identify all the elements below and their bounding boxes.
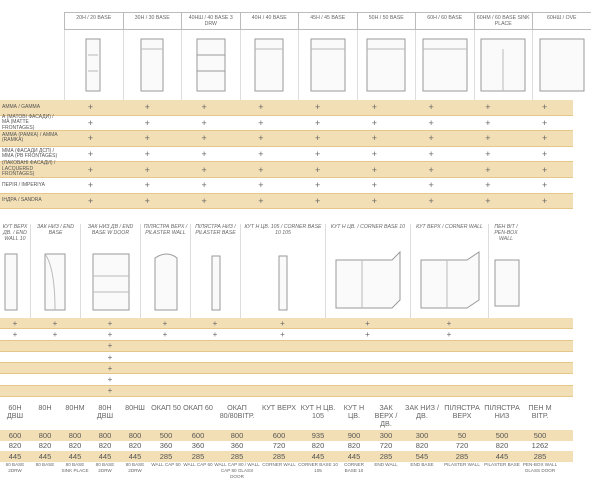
table-cell: 500 xyxy=(159,430,173,440)
table-cell: 445 xyxy=(98,451,112,461)
table-cell: + xyxy=(542,117,548,128)
table-cell: + xyxy=(485,133,491,144)
table-cell: 935 xyxy=(311,430,325,440)
table-cell: 50 xyxy=(457,430,467,440)
table-cell: 500 xyxy=(533,430,547,440)
table-cell: 285 xyxy=(159,451,173,461)
cabinet-drawing xyxy=(488,244,523,318)
table-cell: + xyxy=(87,195,94,206)
table-cell: 820 xyxy=(495,441,509,451)
table-cell: 820 xyxy=(415,441,429,451)
header-cell: ЗАК ВЕРХ / ДВ. xyxy=(374,403,398,428)
table-cell: + xyxy=(144,102,150,113)
table-cell: + xyxy=(542,180,548,191)
header-cell: КУТ Н ЦВ. xyxy=(343,403,365,420)
table-cell: + xyxy=(201,149,207,160)
table-cell: 900 xyxy=(347,430,361,440)
footer-cell: WALL CAP 50 xyxy=(151,462,181,467)
bottom-table-footer xyxy=(0,462,573,487)
table-cell: + xyxy=(428,195,434,206)
table-cell: + xyxy=(258,117,264,128)
table-row xyxy=(0,318,573,329)
table-cell: + xyxy=(201,117,207,128)
table-cell: + xyxy=(201,164,207,175)
header-cell: 80Н ДВШ xyxy=(96,403,114,420)
table-cell: + xyxy=(371,102,377,113)
cabinet-drawing xyxy=(357,30,416,100)
cabinet-drawing xyxy=(140,244,190,318)
table-cell: + xyxy=(87,180,94,191)
table-cell: 800 xyxy=(98,430,112,440)
cabinet-drawing xyxy=(474,30,533,100)
table-cell: + xyxy=(314,195,321,206)
table-cell: 720 xyxy=(379,441,393,451)
table-cell: 820 xyxy=(347,441,361,451)
footer-cell: PEN-BOX WALL GLASS DOOR xyxy=(522,462,558,473)
footer-cell: PILASTER BASE xyxy=(484,462,520,467)
table-cell: + xyxy=(485,117,491,128)
table-row xyxy=(0,430,573,441)
table-cell: + xyxy=(144,133,150,144)
table-cell: 820 xyxy=(68,441,82,451)
table-cell: + xyxy=(162,318,168,328)
table-cell: + xyxy=(485,102,491,113)
cabinet-drawing xyxy=(190,244,240,318)
table-cell: + xyxy=(280,318,285,328)
footer-cell: CORNER BASE 10 105 xyxy=(298,462,338,473)
footer-cell xyxy=(558,462,573,487)
table-cell: 800 xyxy=(128,430,142,440)
table-cell: + xyxy=(280,329,285,339)
footer-cell: 60 BASE 2DRW xyxy=(5,462,25,473)
table-cell: + xyxy=(107,329,113,339)
cabinet-drawing xyxy=(410,244,488,318)
table-cell: 820 xyxy=(8,441,22,451)
table-cell: + xyxy=(144,180,150,191)
bottom-table-header xyxy=(0,404,573,430)
table-cell: + xyxy=(371,133,377,144)
table-cell: 360 xyxy=(159,441,173,451)
cabinet-drawing xyxy=(298,30,357,100)
table-cell: + xyxy=(212,329,218,339)
table-cell: 720 xyxy=(272,441,286,451)
header-cell: КУТ ВЕРХ ДВ. / END WALL 10 xyxy=(2,224,28,242)
header-cell: ПІЛЯСТРА ВЕРХ / PILASTER WALL xyxy=(140,224,190,244)
table-cell: + xyxy=(87,117,94,128)
table-cell: + xyxy=(52,318,58,328)
header-cell: КУТ ВЕРХ / CORNER WALL xyxy=(410,224,488,244)
table-cell: + xyxy=(52,329,58,339)
cabinet-drawing xyxy=(123,30,182,100)
table-cell: + xyxy=(144,195,150,206)
table-cell: + xyxy=(258,164,264,175)
table-row xyxy=(0,131,573,147)
table-row xyxy=(0,162,573,178)
table-cell: + xyxy=(314,133,321,144)
cabinet-drawing xyxy=(532,30,591,100)
footer-cell: 80 BASE 2DRW xyxy=(95,462,115,473)
table-cell: + xyxy=(258,133,264,144)
cabinet-drawing xyxy=(181,30,240,100)
table-row xyxy=(0,194,573,210)
row-label: ІНДРА / SANDRA xyxy=(2,197,42,204)
header-cell: 50Н / 50 BASE xyxy=(357,12,416,30)
table-cell: + xyxy=(446,329,452,339)
cabinet-drawing xyxy=(0,244,30,318)
table-row xyxy=(0,100,573,116)
table-cell: + xyxy=(428,180,434,191)
table-cell: + xyxy=(542,102,548,113)
table-cell: 820 xyxy=(128,441,142,451)
table-cell: + xyxy=(201,180,207,191)
table-cell: + xyxy=(107,363,113,373)
table-cell: 445 xyxy=(128,451,142,461)
header-cell: 80НШ xyxy=(125,403,145,412)
table-row xyxy=(0,374,573,385)
cabinet-drawing xyxy=(80,244,140,318)
table-cell: 285 xyxy=(230,451,244,461)
table-cell: + xyxy=(371,180,377,191)
table-cell: 360 xyxy=(230,441,244,451)
footer-cell: CORNER BASE 10 xyxy=(344,462,364,473)
header-cell: ПІЛЯСТРА НИЗ xyxy=(484,403,520,420)
footer-cell: 80 BASE 2DRW xyxy=(125,462,145,473)
table-cell: + xyxy=(258,149,264,160)
table-cell: + xyxy=(542,164,548,175)
mid-table-header xyxy=(0,224,523,244)
table-cell: 360 xyxy=(191,441,205,451)
table-cell: + xyxy=(144,164,150,175)
footer-cell: PILASTER WALL xyxy=(444,462,480,467)
header-cell: 30Н / 30 BASE xyxy=(123,12,182,30)
table-row xyxy=(0,352,573,363)
header-cell xyxy=(558,404,573,430)
table-cell: 445 xyxy=(68,451,82,461)
table-cell: + xyxy=(428,133,434,144)
footer-cell: 80 BASE SINK PLACE xyxy=(61,462,89,473)
table-cell: 800 xyxy=(38,430,52,440)
header-cell: ЗАК НИЗ ДВ / END BASE W DOOR xyxy=(80,224,140,244)
footer-cell: WALL CAP 80 / WALL CAP 80 GLASS DOOR xyxy=(214,462,260,479)
cabinet-drawing xyxy=(240,30,299,100)
table-cell: + xyxy=(485,180,491,191)
table-cell: 820 xyxy=(98,441,112,451)
table-cell: 600 xyxy=(272,430,286,440)
header-cell: ПІЛЯСТРА ВЕРХ xyxy=(444,403,480,420)
table-cell: 600 xyxy=(8,430,22,440)
table-cell: + xyxy=(144,149,150,160)
table-cell: + xyxy=(428,149,434,160)
table-cell: + xyxy=(87,102,94,113)
table-cell: + xyxy=(542,195,548,206)
top-table-header xyxy=(64,12,591,30)
table-cell: + xyxy=(428,164,434,175)
footer-cell: END WALL xyxy=(374,462,398,467)
table-cell: + xyxy=(428,117,434,128)
table-cell: + xyxy=(314,102,321,113)
header-cell: 40Н / 40 BASE xyxy=(240,12,299,30)
table-cell: + xyxy=(107,386,113,396)
table-cell: 445 xyxy=(311,451,325,461)
table-cell: 500 xyxy=(495,430,509,440)
table-cell: 545 xyxy=(415,451,429,461)
table-row xyxy=(0,341,573,352)
table-cell: + xyxy=(371,164,377,175)
table-cell: + xyxy=(371,149,377,160)
table-cell: + xyxy=(87,164,94,175)
cabinet-drawing xyxy=(415,30,474,100)
table-cell: + xyxy=(428,102,434,113)
table-cell: 445 xyxy=(495,451,509,461)
table-cell: 600 xyxy=(191,430,205,440)
footer-cell: 80 BASE xyxy=(35,462,55,467)
table-cell: + xyxy=(107,352,113,362)
header-cell: 60Н ДВШ xyxy=(6,403,24,420)
row-label: (ЛАКОВАНІ ФАСАДИ) / LACQUERED FRONTAGES) xyxy=(2,160,56,178)
top-cabinet-drawings xyxy=(64,30,591,100)
header-cell: ПЕН ВІТ / PEN-BOX WALL xyxy=(488,224,523,244)
top-table-body xyxy=(0,100,573,209)
row-label: ММА (ФАСАДИ ДСП) / ММА (PB FRONTAGES) xyxy=(2,147,58,160)
table-cell: 820 xyxy=(311,441,325,451)
table-row xyxy=(0,363,573,374)
table-row xyxy=(0,451,573,462)
table-cell: 820 xyxy=(38,441,52,451)
cabinet-drawing xyxy=(325,244,410,318)
cabinet-drawing xyxy=(240,244,325,318)
header-cell: 20Н / 20 BASE xyxy=(64,12,123,30)
table-cell: + xyxy=(365,318,370,328)
table-cell: + xyxy=(371,195,377,206)
header-cell: 80НМ xyxy=(65,403,85,412)
table-row xyxy=(0,386,573,397)
table-cell: 445 xyxy=(38,451,52,461)
footer-cell: END BASE xyxy=(410,462,434,467)
row-label: АММА / GAMMA xyxy=(2,103,41,110)
row-label: А (МАТОВІ ФАСАДИ) / MA (MATTE FRONTAGES) xyxy=(2,113,54,131)
bottom-table-body xyxy=(0,430,573,462)
header-cell: ОКАП 50 xyxy=(151,403,181,412)
table-cell: 285 xyxy=(379,451,393,461)
table-cell: + xyxy=(12,329,18,339)
table-cell: + xyxy=(201,195,207,206)
table-row xyxy=(0,147,573,163)
header-cell: 40НШ / 40 BASE 3 DRW xyxy=(181,12,240,30)
table-cell: + xyxy=(201,102,207,113)
table-cell: + xyxy=(314,117,321,128)
table-cell: 300 xyxy=(415,430,429,440)
table-cell: 1262 xyxy=(531,441,549,451)
table-cell: + xyxy=(258,102,264,113)
table-cell: + xyxy=(12,318,18,328)
table-cell: + xyxy=(107,318,113,328)
table-cell: + xyxy=(258,180,264,191)
table-cell: + xyxy=(542,149,548,160)
table-row xyxy=(0,178,573,194)
cabinet-drawing xyxy=(64,30,123,100)
header-cell: ЗАК НИЗ / END BASE xyxy=(30,224,80,244)
header-cell: ПЕН М ВІТР. xyxy=(528,403,552,420)
table-cell: + xyxy=(371,117,377,128)
header-cell: 45Н / 45 BASE xyxy=(298,12,357,30)
header-cell: 80Н xyxy=(38,403,52,412)
table-cell: + xyxy=(258,195,264,206)
table-cell: + xyxy=(314,164,321,175)
header-cell: 60НШ / OVE xyxy=(532,12,591,30)
table-cell: + xyxy=(87,149,94,160)
header-cell: ЗАК НИЗ / ДВ. xyxy=(404,403,439,420)
table-cell: + xyxy=(162,329,168,339)
table-cell: + xyxy=(212,318,218,328)
row-label: ПЕРІЯ / IMPERIYA xyxy=(2,181,45,188)
header-cell: ОКАП 80/80ВІТР. xyxy=(219,403,255,420)
header-cell: КУТ Н ЦВ. 105 xyxy=(300,403,336,420)
table-cell: + xyxy=(485,164,491,175)
table-cell: + xyxy=(314,149,321,160)
table-cell: 300 xyxy=(379,430,393,440)
mid-cabinet-drawings xyxy=(0,244,523,318)
table-cell: 800 xyxy=(230,430,244,440)
header-cell: КУТ Н ЦВ. / CORNER BASE 10 xyxy=(325,224,410,244)
header-cell: ПІЛЯСТРА НИЗ / PILASTER BASE xyxy=(190,224,240,244)
mid-table-body xyxy=(0,318,573,397)
table-cell: 720 xyxy=(455,441,469,451)
table-cell: 285 xyxy=(533,451,547,461)
header-cell: КУТ Н ЦВ. 105 / CORNER BASE 10 105 xyxy=(240,224,325,244)
header-cell: КУТ ВЕРХ xyxy=(261,403,297,412)
table-row xyxy=(0,329,573,340)
cabinet-drawing xyxy=(30,244,80,318)
table-row xyxy=(0,441,573,452)
table-row xyxy=(0,113,573,132)
table-cell: + xyxy=(201,133,207,144)
header-cell: ОКАП 60 xyxy=(183,403,213,412)
row-label: АММА (РАМКА) / АММА (RAMKA) xyxy=(2,131,58,144)
table-cell: 445 xyxy=(347,451,361,461)
table-cell: + xyxy=(107,375,113,385)
table-cell: + xyxy=(107,341,113,351)
table-cell: 285 xyxy=(455,451,469,461)
table-cell: + xyxy=(485,149,491,160)
header-cell: 60Н / 60 BASE xyxy=(415,12,474,30)
table-cell: + xyxy=(314,180,321,191)
table-cell: + xyxy=(365,329,370,339)
footer-cell: WALL CAP 60 xyxy=(183,462,213,467)
table-cell: + xyxy=(485,195,491,206)
table-cell: + xyxy=(542,133,548,144)
table-cell: + xyxy=(144,117,150,128)
table-cell: + xyxy=(446,318,452,328)
table-cell: 285 xyxy=(272,451,286,461)
table-cell: 285 xyxy=(191,451,205,461)
table-cell: + xyxy=(87,133,94,144)
footer-cell: CORNER WALL xyxy=(262,462,296,467)
header-cell: 60НМ / 60 BASE SINK PLACE xyxy=(474,12,533,30)
table-cell: 800 xyxy=(68,430,82,440)
table-cell: 445 xyxy=(8,451,22,461)
